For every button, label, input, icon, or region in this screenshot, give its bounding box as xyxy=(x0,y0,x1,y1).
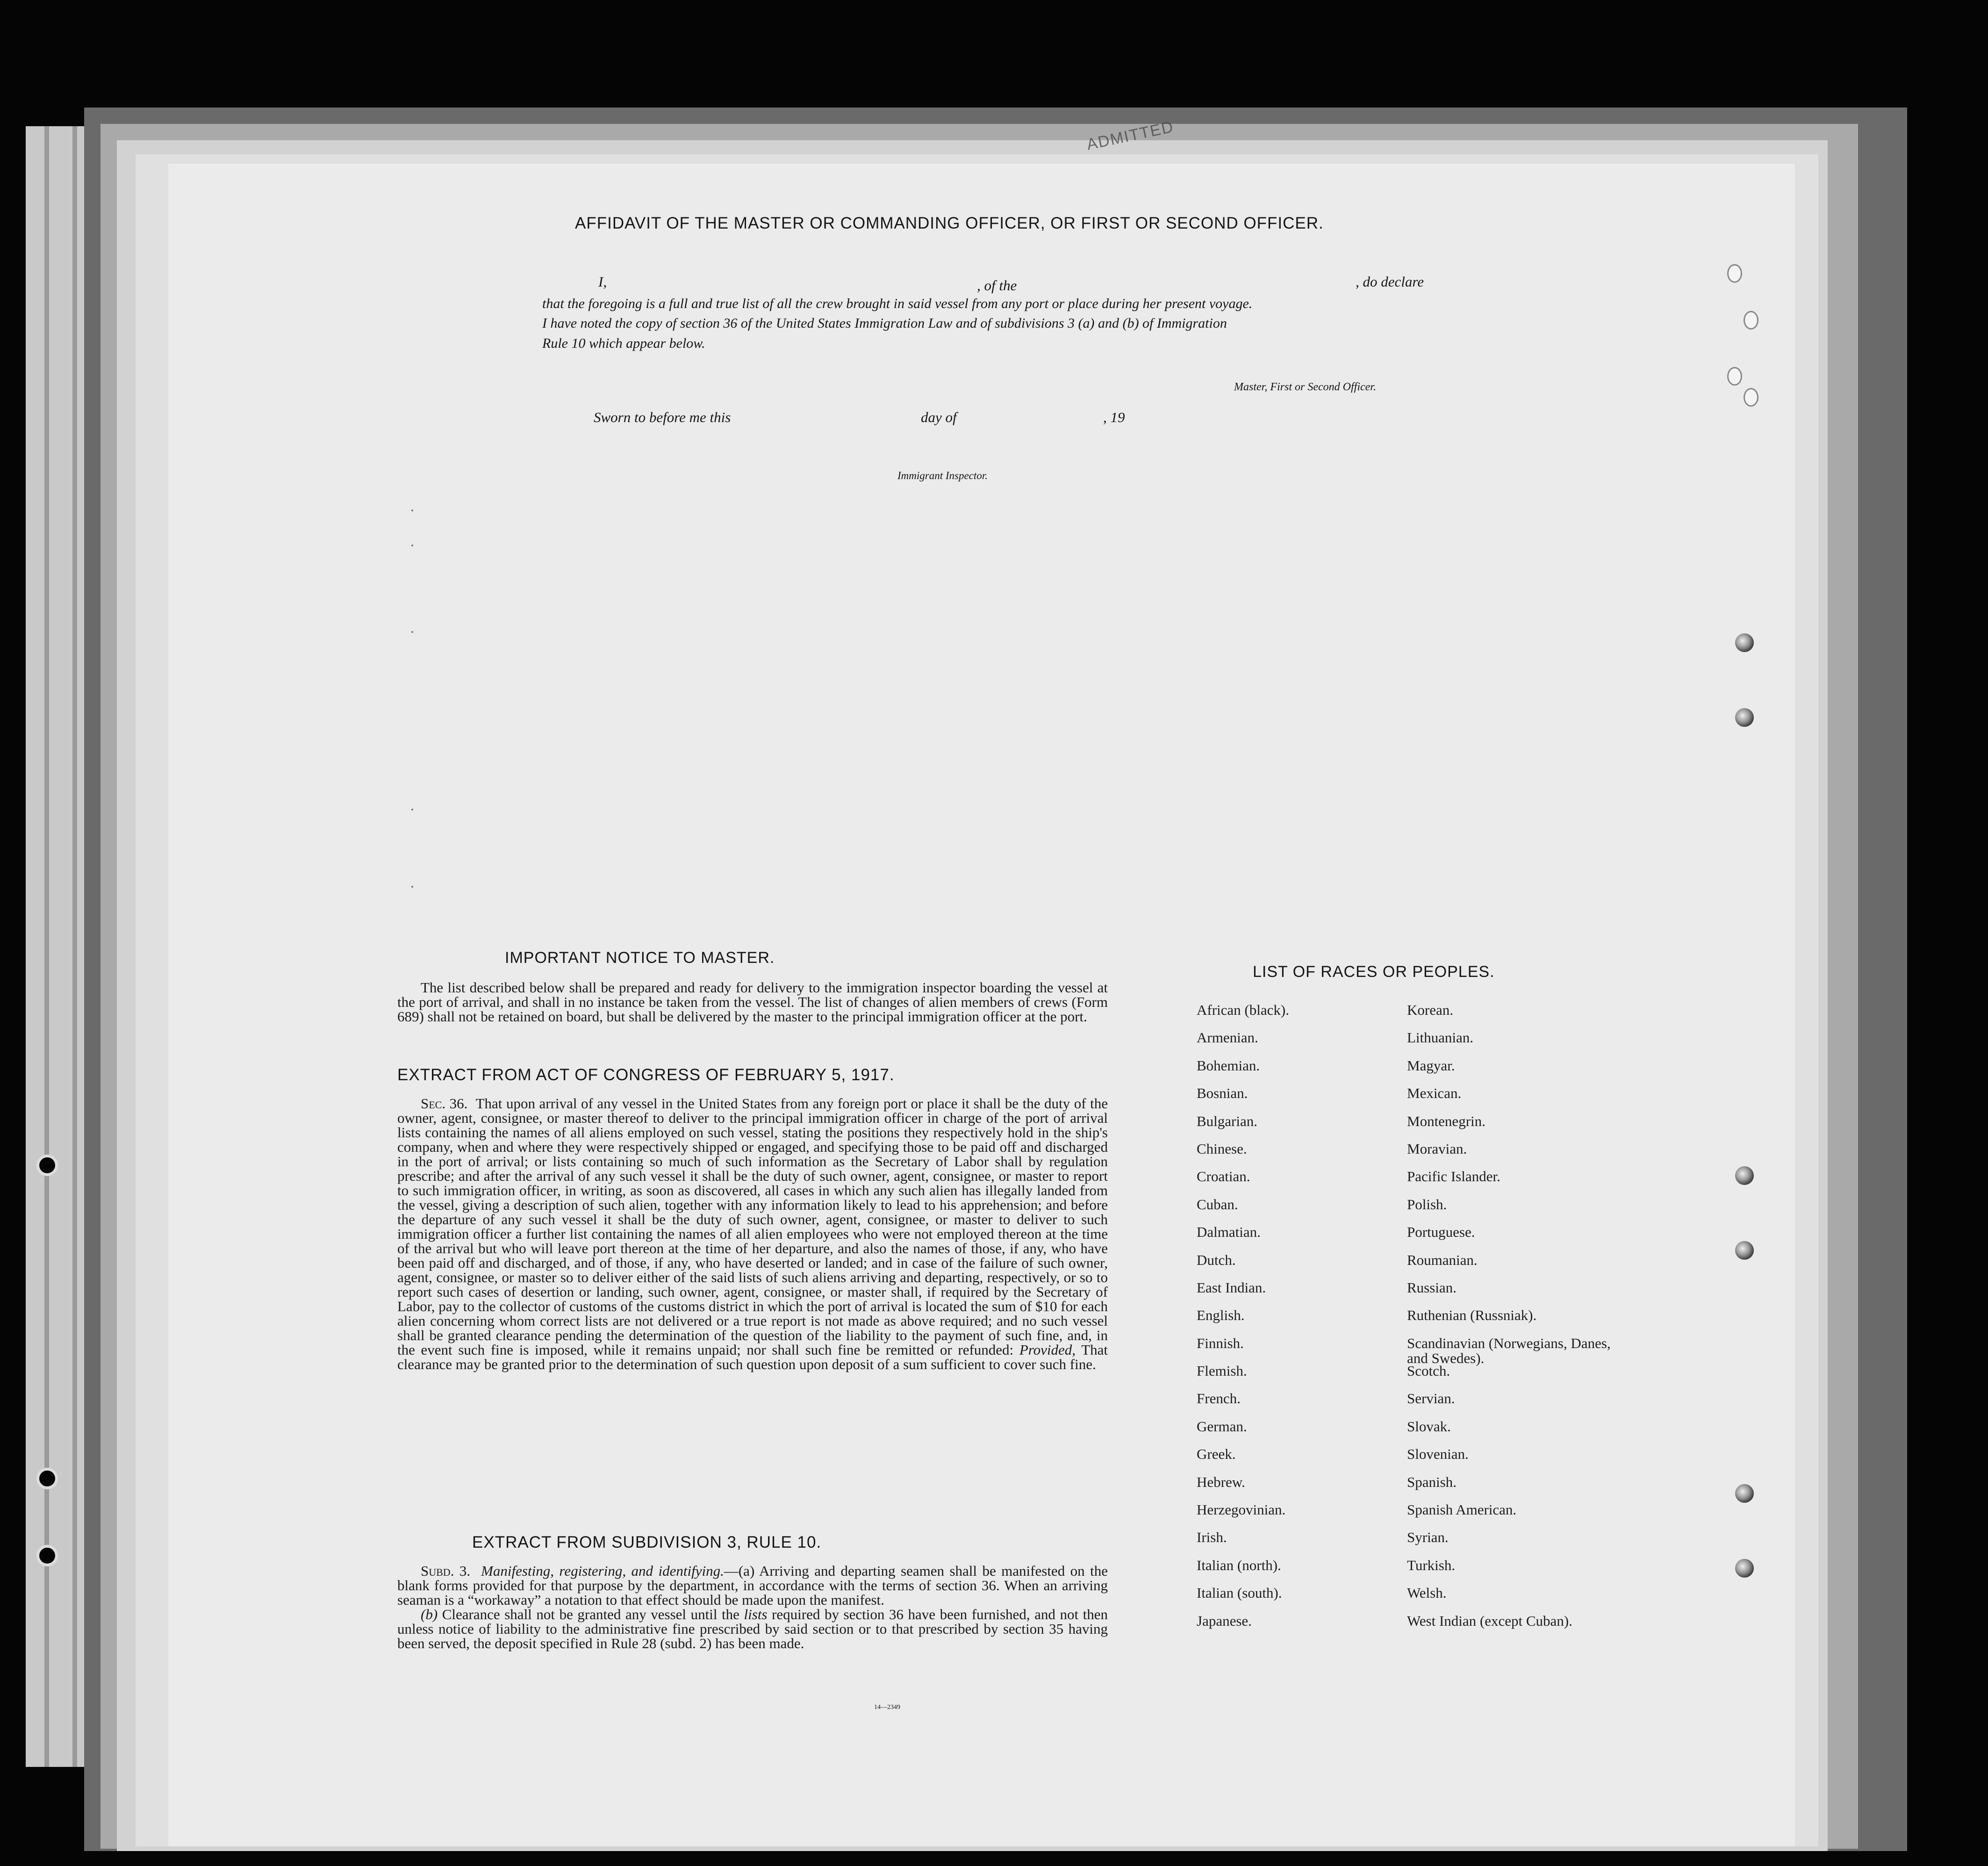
punch-hole xyxy=(1727,264,1742,283)
race-item: Herzegovinian. xyxy=(1197,1501,1286,1518)
race-item: Mexican. xyxy=(1407,1085,1462,1102)
race-item: Pacific Islander. xyxy=(1407,1168,1500,1185)
binder-ring xyxy=(36,1468,58,1489)
race-item: Slovenian. xyxy=(1407,1446,1469,1463)
race-item: Bulgarian. xyxy=(1197,1112,1257,1129)
race-item: Armenian. xyxy=(1197,1029,1258,1046)
race-item: Portuguese. xyxy=(1407,1224,1475,1241)
race-item: West Indian (except Cuban). xyxy=(1407,1612,1572,1629)
punch-hole xyxy=(1744,311,1758,330)
races-title: LIST OF RACES OR PEOPLES. xyxy=(1253,963,1495,981)
race-item: Roumanian. xyxy=(1407,1251,1478,1268)
affidavit-i: I, xyxy=(598,273,607,290)
notice-title: IMPORTANT NOTICE TO MASTER. xyxy=(505,949,775,967)
race-item: Bohemian. xyxy=(1197,1057,1260,1074)
binder-strip xyxy=(44,126,49,1767)
inspector-label: Immigrant Inspector. xyxy=(897,470,988,481)
notice-text xyxy=(397,980,1108,1024)
race-item: Greek. xyxy=(1197,1446,1236,1463)
race-item: Slovak. xyxy=(1407,1418,1451,1435)
race-item: Cuban. xyxy=(1197,1196,1238,1213)
binder-ring xyxy=(36,1155,58,1176)
race-item: Italian (north). xyxy=(1197,1557,1281,1573)
binder-ring xyxy=(36,1545,58,1566)
subd3-paragraph xyxy=(397,1564,1108,1607)
notice-paragraph: The list described below shall be prepared and ready for delivery to the immigration inspector boarding the vessel at the port of arrival, and shall in no instance be taken from the vessel. The list of changes of alien members of crews (Form 689) shall not be retained on board, but shall be delivered by the master to the principal immigration officer at the port. xyxy=(397,979,1108,1025)
binder-strip xyxy=(72,126,77,1767)
race-item: Montenegrin. xyxy=(1407,1112,1486,1129)
extract-act-title: EXTRACT FROM ACT OF CONGRESS OF FEBRUARY 5, 1917. xyxy=(397,1066,895,1084)
race-item: German. xyxy=(1197,1418,1247,1435)
extract-act-text xyxy=(397,1096,1108,1371)
sec-label: Sec. 36. xyxy=(421,1095,468,1112)
race-item: Ruthenian (Russniak). xyxy=(1407,1307,1537,1324)
race-item: Irish. xyxy=(1197,1529,1227,1546)
race-item: Magyar. xyxy=(1407,1057,1455,1074)
punch-hole xyxy=(1727,367,1742,386)
race-item: Bosnian. xyxy=(1197,1085,1248,1102)
sworn-label: Sworn to before me this xyxy=(594,409,731,425)
race-item: Finnish. xyxy=(1197,1335,1244,1351)
race-item: Scotch. xyxy=(1407,1363,1450,1379)
race-item: Japanese. xyxy=(1197,1612,1252,1629)
affidavit-do-declare: , do declare xyxy=(1356,273,1424,290)
sec36-paragraph xyxy=(397,1096,1108,1371)
rivet xyxy=(1735,1559,1754,1578)
b-text-2: required by section 36 have been furnished, and not then unless notice of liability to the administrative fine prescribed by said section or to that prescribed by section 35 having been served, the deposit specified in Rule 28 (subd. 2) has been made. xyxy=(397,1606,1108,1651)
provided-word: Provided, xyxy=(1019,1342,1076,1358)
races-right-column xyxy=(1407,1003,1622,1641)
race-item: Spanish. xyxy=(1407,1473,1457,1490)
guide-dot xyxy=(411,886,413,888)
race-item: Polish. xyxy=(1407,1196,1447,1213)
form-number: 14—2349 xyxy=(874,1704,900,1711)
race-item: Chinese. xyxy=(1197,1140,1247,1157)
sec36-text: That upon arrival of any vessel in the United States from any foreign port or place it shall be the duty of the owner, agent, consignee, or master thereof to deliver to the principal immigration officer in charge of the port of arrival lists containing the names of all aliens employed on such vessel, stating the positions they respectively hold in the ship's company, when and where they were respectively shipped or engaged, and specifying those to be paid off and discharged in the port of arrival; or lists containing so much of such information as the Secretary of Labor shall by regulation prescribe; and after the arrival of any such vessel it shall be the duty of such owner, agent, consignee, or master to report to such immigration officer, in writing, as soon as discovered, all cases in which any such alien has illegally landed from the vessel, giving a description of such alien, together with any information likely to lead to his apprehension; and before the departure of any such vessel it shall be the duty of such owner, agent, consignee, or master to deliver to such immigration officer a further list containing the names of all alien employees who were not employed thereon at the time of the arrival but who will leave port thereon at the time of her departure, and also the names of those, if any, who have been paid off and discharged, and of those, if any, who have deserted or landed; and in case of the failure of such owner, agent, consignee, or master so to deliver either of the said lists of such aliens arriving and departing, respectively, or so to report such cases of desertion or landing, such owner, agent, consignee, or master shall, if required by the Secretary of Labor, pay to the collector of customs of the customs district in which the port of arrival is located the sum of $10 for each alien concerning whom correct lists are not delivered or a true report is not made as above required; and no such vessel shall be granted clearance pending the determination of the question of the liability to the payment of such fine, and, in the event such fine is imposed, while it remains unpaid; nor shall such fine be remitted or refunded: xyxy=(397,1095,1108,1358)
race-item: English. xyxy=(1197,1307,1245,1324)
rivet xyxy=(1735,1166,1754,1185)
race-item: Moravian. xyxy=(1407,1140,1467,1157)
sec36-text-end: That clearance may be granted prior to the determination of such question upon deposit of a sum sufficient to cover such fine. xyxy=(397,1342,1108,1372)
day-of-label: day of xyxy=(921,409,957,425)
race-item: Spanish American. xyxy=(1407,1501,1517,1518)
affidavit-of-the: , of the xyxy=(977,277,1017,294)
race-item: Italian (south). xyxy=(1197,1585,1282,1601)
punch-hole xyxy=(1744,388,1758,407)
race-item: Flemish. xyxy=(1197,1363,1247,1379)
extract-rule-title: EXTRACT FROM SUBDIVISION 3, RULE 10. xyxy=(472,1533,822,1551)
race-item: Welsh. xyxy=(1407,1585,1447,1601)
race-item: Syrian. xyxy=(1407,1529,1449,1546)
race-item: Korean. xyxy=(1407,1002,1453,1018)
race-item: Turkish. xyxy=(1407,1557,1456,1573)
race-item: Servian. xyxy=(1407,1390,1455,1407)
guide-dot xyxy=(411,510,413,511)
race-item: Hebrew. xyxy=(1197,1473,1245,1490)
master-signature-label: Master, First or Second Officer. xyxy=(1234,381,1376,393)
subd-label: Subd. 3. xyxy=(421,1563,471,1579)
subd-text: —(a) Arriving and departing seamen shall be manifested on the blank forms provided for that purpose by the department, in accordance with the terms of section 36. When an arriving seaman is a “workaway” a notation to that effect should be made upon the manifest. xyxy=(397,1563,1108,1608)
race-item: African (black). xyxy=(1197,1002,1289,1018)
race-item: Croatian. xyxy=(1197,1168,1250,1185)
rivet xyxy=(1735,1484,1754,1503)
rivet xyxy=(1735,633,1754,652)
subd-b-paragraph xyxy=(397,1607,1108,1651)
extract-rule-text xyxy=(397,1564,1108,1651)
guide-dot xyxy=(411,631,413,633)
admitted-stamp: ADMITTED xyxy=(1085,118,1176,154)
affidavit-line-3: I have noted the copy of section 36 of the United States Immigration Law and of subdivisions 3 (a) and (b) of Immigration xyxy=(542,316,1227,331)
race-item: Lithuanian. xyxy=(1407,1029,1474,1046)
manifest-page xyxy=(168,164,1795,1846)
races-left-column xyxy=(1197,1003,1412,1641)
guide-dot xyxy=(411,545,413,546)
rivet xyxy=(1735,708,1754,727)
affidavit-line-4: Rule 10 which appear below. xyxy=(542,336,705,351)
lists-word: lists xyxy=(744,1606,768,1622)
b-text-1: Clearance shall not be granted any vessel until the xyxy=(442,1606,739,1622)
race-item: Dalmatian. xyxy=(1197,1224,1261,1241)
b-label: (b) xyxy=(421,1606,438,1622)
race-item: East Indian. xyxy=(1197,1279,1266,1296)
race-item: French. xyxy=(1197,1390,1241,1407)
subd-italic: Manifesting, registering, and identifying. xyxy=(481,1563,724,1579)
year-label: , 19 xyxy=(1103,409,1125,425)
affidavit-line-2: that the foregoing is a full and true list of all the crew brought in said vessel from any port or place during her present voyage. xyxy=(542,296,1253,311)
race-item: Scandinavian (Norwegians, Danes, and Swedes). xyxy=(1407,1335,1611,1366)
rivet xyxy=(1735,1241,1754,1260)
affidavit-title: AFFIDAVIT OF THE MASTER OR COMMANDING OFFICER, OR FIRST OR SECOND OFFICER. xyxy=(575,214,1324,232)
guide-dot xyxy=(411,809,413,811)
race-item: Dutch. xyxy=(1197,1251,1236,1268)
race-item: Russian. xyxy=(1407,1279,1457,1296)
